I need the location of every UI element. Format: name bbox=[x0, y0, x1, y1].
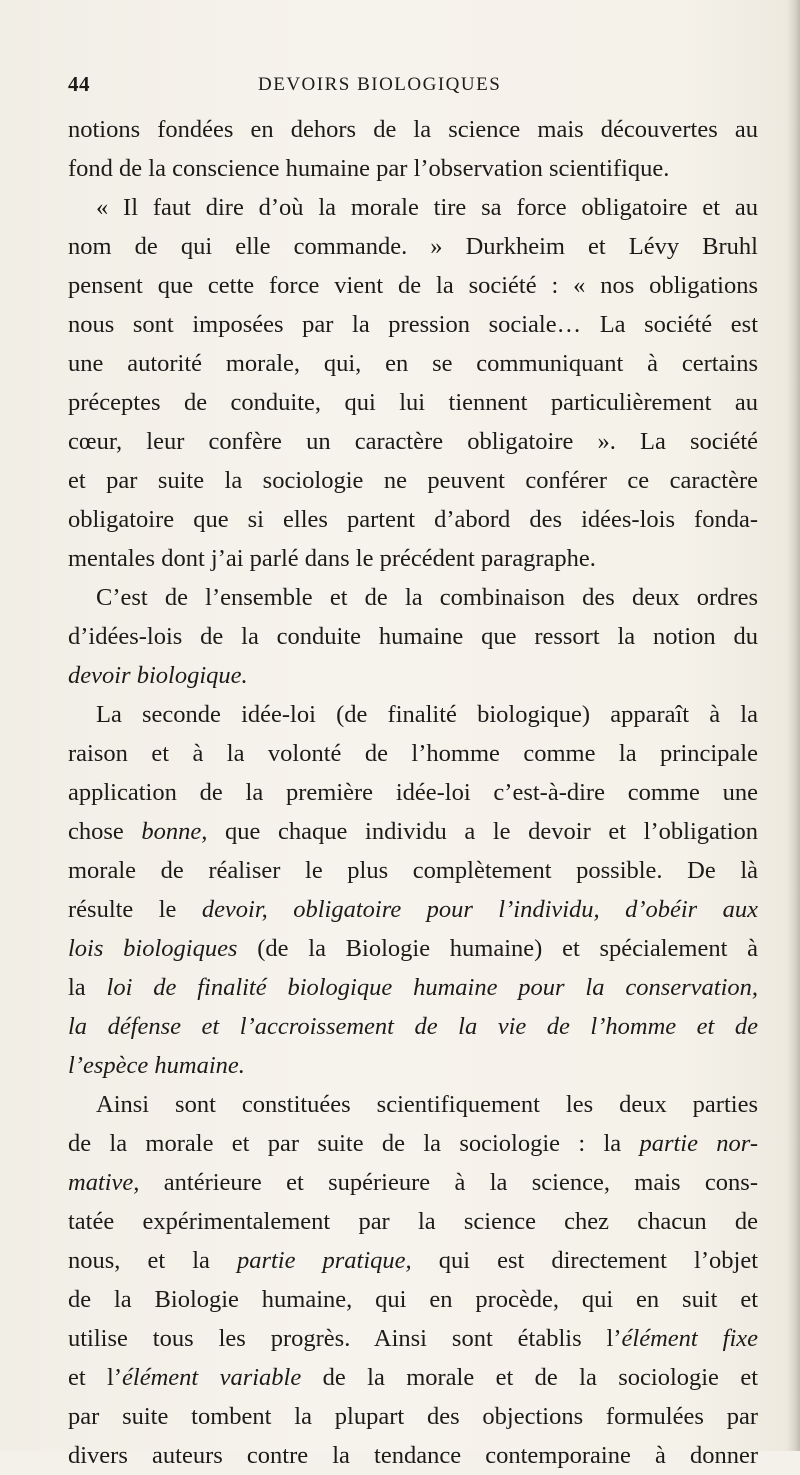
text-line bbox=[68, 851, 758, 890]
text-line bbox=[68, 968, 758, 1007]
text-segment: raison et à la volonté de l’homme comme la principale bbox=[68, 740, 758, 767]
italic-text: bonne, bbox=[141, 818, 208, 845]
text-segment: d’idées-lois de la conduite humaine que ressort la notion du bbox=[68, 623, 758, 650]
italic-text: devoir, obligatoire pour l’individu, d’obéir aux bbox=[201, 896, 758, 923]
text-segment: nous sont imposées par la pression sociale… La société est bbox=[68, 311, 758, 338]
running-head: DEVOIRS BIOLOGIQUES bbox=[258, 74, 502, 95]
text-line bbox=[68, 500, 758, 539]
text-segment: nous, et la bbox=[68, 1247, 237, 1274]
text-segment: tatée expérimentalement par la science chez chacun de bbox=[68, 1208, 758, 1235]
italic-text: loi de finalité biologique humaine pour la conservation, bbox=[106, 974, 758, 1001]
italic-text: lois biologiques bbox=[68, 935, 238, 962]
text-line bbox=[68, 695, 758, 734]
text-line bbox=[68, 344, 758, 383]
text-segment: fond de la conscience humaine par l’observation scientifique. bbox=[68, 155, 670, 182]
page-header bbox=[68, 72, 758, 102]
text-line bbox=[68, 1046, 758, 1085]
text-line bbox=[68, 383, 758, 422]
italic-text: l’espèce humaine. bbox=[68, 1052, 245, 1079]
text-line bbox=[68, 617, 758, 656]
text-segment: « Il faut dire d’où la morale tire sa force obligatoire et au bbox=[96, 194, 758, 221]
text-line bbox=[68, 656, 758, 695]
text-segment: de la morale et par suite de la sociologie : la bbox=[68, 1130, 640, 1157]
text-segment: la bbox=[68, 974, 107, 1001]
italic-text: devoir biologique. bbox=[68, 662, 248, 689]
text-line bbox=[68, 1397, 758, 1436]
text-segment: utilise tous les progrès. Ainsi sont établis l’ bbox=[68, 1325, 622, 1352]
page-edge-shadow bbox=[786, 0, 800, 1451]
text-segment: C’est de l’ensemble et de la combinaison des deux ordres bbox=[96, 584, 758, 611]
text-line bbox=[68, 1319, 758, 1358]
text-line bbox=[68, 266, 758, 305]
text-segment: et par suite la sociologie ne peuvent conférer ce caractère bbox=[68, 467, 758, 494]
text-segment: nom de qui elle commande. » Durkheim et Lévy Bruhl bbox=[68, 233, 758, 260]
text-segment: que chaque individu a le devoir et l’obligation bbox=[207, 818, 758, 845]
text-line bbox=[68, 422, 758, 461]
text-segment: application de la première idée-loi c’est-à-dire comme une bbox=[68, 779, 758, 806]
text-segment: morale de réaliser le plus complètement possible. De là bbox=[68, 857, 758, 884]
text-line bbox=[68, 1163, 758, 1202]
text-segment: notions fondées en dehors de la science mais découvertes au bbox=[68, 116, 758, 143]
text-segment: obligatoire que si elles partent d’abord des idées-lois fonda- bbox=[68, 506, 758, 533]
text-line bbox=[68, 1436, 758, 1475]
text-line bbox=[68, 461, 758, 500]
text-line bbox=[68, 1202, 758, 1241]
text-line bbox=[68, 539, 758, 578]
text-line bbox=[68, 929, 758, 968]
text-line bbox=[68, 578, 758, 617]
text-line bbox=[68, 1241, 758, 1280]
text-line bbox=[68, 188, 758, 227]
text-segment: (de la Biologie humaine) et spécialement à bbox=[237, 935, 758, 962]
italic-text: la défense et l’accroissement de la vie de l’homme et de bbox=[68, 1013, 758, 1040]
text-segment: pensent que cette force vient de la société : « nos obligations bbox=[68, 272, 758, 299]
italic-text: élément fixe bbox=[621, 1325, 758, 1352]
text-segment: résulte le bbox=[68, 896, 202, 923]
text-segment: une autorité morale, qui, en se communiquant à certains bbox=[68, 350, 758, 377]
italic-text: partie nor- bbox=[639, 1130, 758, 1157]
text-line bbox=[68, 773, 758, 812]
text-segment: préceptes de conduite, qui lui tiennent particulièrement au bbox=[68, 389, 758, 416]
text-segment: La seconde idée-loi (de finalité biologique) apparaît à la bbox=[96, 701, 758, 728]
italic-text: partie pratique, bbox=[236, 1247, 412, 1274]
text-line bbox=[68, 149, 758, 188]
italic-text: mative, bbox=[68, 1169, 140, 1196]
text-line bbox=[68, 734, 758, 773]
text-line bbox=[68, 110, 758, 149]
text-segment: et l’ bbox=[68, 1364, 123, 1391]
text-line bbox=[68, 812, 758, 851]
text-line bbox=[68, 1007, 758, 1046]
text-segment: de la morale et de la sociologie et bbox=[301, 1364, 758, 1391]
text-segment: mentales dont j’ai parlé dans le précédent paragraphe. bbox=[68, 545, 596, 572]
text-segment: de la Biologie humaine, qui en procède, qui en suit et bbox=[68, 1286, 758, 1313]
text-segment: divers auteurs contre la tendance contemporaine à donner bbox=[68, 1442, 758, 1469]
text-line bbox=[68, 227, 758, 266]
text-segment: antérieure et supérieure à la science, mais cons- bbox=[139, 1169, 758, 1196]
text-segment: Ainsi sont constituées scientifiquement les deux parties bbox=[96, 1091, 758, 1118]
text-line bbox=[68, 1124, 758, 1163]
page-number: 44 bbox=[68, 72, 90, 96]
body-text bbox=[68, 110, 758, 1475]
text-line bbox=[68, 1085, 758, 1124]
text-line bbox=[68, 305, 758, 344]
text-segment: par suite tombent la plupart des objections formulées par bbox=[68, 1403, 758, 1430]
text-line bbox=[68, 1358, 758, 1397]
text-segment: chose bbox=[68, 818, 142, 845]
text-line bbox=[68, 890, 758, 929]
italic-text: élément variable bbox=[122, 1364, 302, 1391]
text-line bbox=[68, 1280, 758, 1319]
text-segment: qui est directement l’objet bbox=[411, 1247, 758, 1274]
text-segment: cœur, leur confère un caractère obligatoire ». La société bbox=[68, 428, 758, 455]
